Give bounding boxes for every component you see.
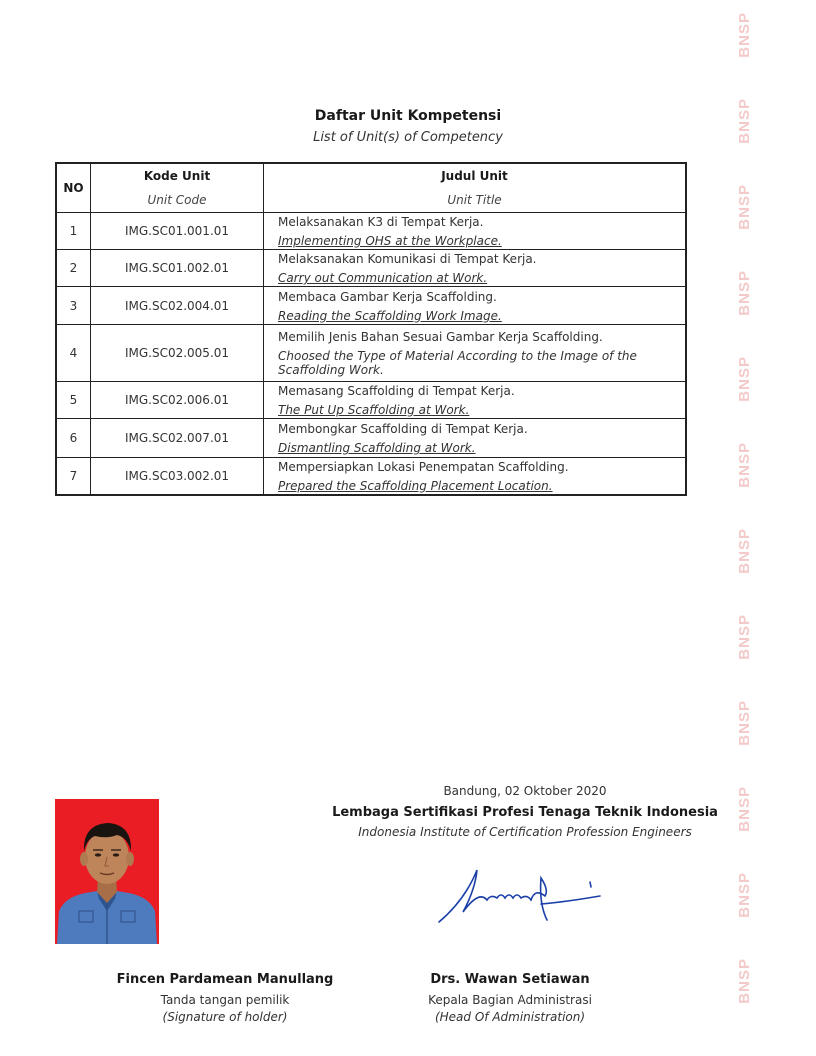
unit-code: IMG.SC01.002.01 [91, 250, 264, 287]
unit-title-id: Melaksanakan K3 di Tempat Kerja. [278, 215, 484, 229]
unit-title-id: Melaksanakan Komunikasi di Tempat Kerja. [278, 252, 537, 266]
bnsp-watermark: BNSP [736, 614, 753, 660]
column-subheader-title [264, 188, 687, 213]
unit-title [264, 382, 687, 419]
unit-title-id: Mempersiapkan Lokasi Penempatan Scaffolding. [278, 459, 569, 474]
unit-title [264, 419, 687, 458]
table-row [56, 213, 686, 250]
unit-title-en: The Put Up Scaffolding at Work. [278, 403, 470, 417]
unit-no: 3 [56, 287, 91, 325]
signer-role-en: (Head Of Administration) [434, 1010, 586, 1024]
unit-title [264, 213, 687, 250]
signer-signature [435, 860, 615, 930]
unit-no: 7 [56, 458, 91, 495]
bnsp-watermark: BNSP [736, 528, 753, 574]
bnsp-watermark: BNSP [736, 356, 753, 402]
unit-title-en: Carry out Communication at Work. [278, 271, 488, 285]
column-header-title-label: Judul Unit [441, 169, 508, 183]
competency-units-table [55, 162, 687, 496]
column-header-title-en: Unit Title [447, 193, 502, 207]
table-row [56, 458, 686, 495]
unit-code: IMG.SC01.001.01 [91, 213, 264, 250]
unit-title-id: Memilih Jenis Bahan Sesuai Gambar Kerja Scaffolding. [278, 330, 603, 344]
column-header-title [264, 163, 687, 188]
table-row [56, 250, 686, 287]
unit-title-en: Dismantling Scaffolding at Work. [278, 441, 476, 455]
unit-no: 5 [56, 382, 91, 419]
holder-signature-label-en: (Signature of holder) [162, 1010, 288, 1024]
unit-title-en: Prepared the Scaffolding Placement Location. [278, 478, 553, 493]
unit-no: 1 [56, 213, 91, 250]
document-subtitle: List of Unit(s) of Competency [313, 130, 503, 145]
unit-title-id: Membongkar Scaffolding di Tempat Kerja. [278, 422, 528, 436]
unit-code: IMG.SC02.004.01 [91, 287, 264, 325]
holder-name: Fincen Pardamean Manullang [116, 972, 334, 987]
column-header-code [91, 163, 264, 188]
signature-scribble [435, 860, 615, 930]
unit-title-en: Implementing OHS at the Workplace. [278, 234, 502, 248]
table-subheader-row [56, 188, 686, 213]
column-header-code-en: Unit Code [147, 193, 207, 207]
bnsp-watermark: BNSP [736, 12, 753, 58]
unit-code: IMG.SC02.006.01 [91, 382, 264, 419]
place-date: Bandung, 02 Oktober 2020 [443, 784, 607, 798]
column-header-code-label: Kode Unit [143, 169, 211, 183]
unit-no: 2 [56, 250, 91, 287]
unit-title-id: Membaca Gambar Kerja Scaffolding. [278, 289, 497, 304]
table-row [56, 325, 686, 382]
unit-code: IMG.SC02.007.01 [91, 419, 264, 458]
unit-no: 6 [56, 419, 91, 458]
bnsp-watermark: BNSP [736, 184, 753, 230]
table-row [56, 419, 686, 458]
holder-portrait [55, 799, 159, 944]
bnsp-watermark: BNSP [736, 270, 753, 316]
holder-photo [55, 799, 159, 944]
issuer-org-name: Lembaga Sertifikasi Profesi Tenaga Teknik Indonesia [332, 805, 718, 820]
document-title: Daftar Unit Kompetensi [314, 108, 502, 124]
bnsp-watermark-column [736, 0, 766, 1056]
signer-role: Kepala Bagian Administrasi [428, 993, 592, 1007]
unit-title-en: Reading the Scaffolding Work Image. [278, 308, 502, 323]
bnsp-watermark: BNSP [736, 700, 753, 746]
signer-name: Drs. Wawan Setiawan [430, 972, 590, 987]
bnsp-watermark: BNSP [736, 442, 753, 488]
table-header-row [56, 163, 686, 188]
bnsp-watermark: BNSP [736, 872, 753, 918]
bnsp-watermark: BNSP [736, 98, 753, 144]
column-subheader-code [91, 188, 264, 213]
bnsp-watermark: BNSP [736, 786, 753, 832]
table-row [56, 287, 686, 325]
unit-title [264, 287, 687, 325]
unit-no: 4 [56, 325, 91, 382]
unit-title [264, 458, 687, 495]
unit-title-en: Choosed the Type of Material According to the Image of the Scaffolding Work. [278, 349, 637, 377]
holder-signature-label: Tanda tangan pemilik [160, 993, 290, 1007]
unit-title [264, 250, 687, 287]
unit-code: IMG.SC02.005.01 [91, 325, 264, 382]
column-header-no: NO [56, 163, 91, 213]
unit-title [264, 325, 687, 382]
unit-title-id: Memasang Scaffolding di Tempat Kerja. [278, 384, 515, 398]
issuer-org-name-en: Indonesia Institute of Certification Profession Engineers [358, 825, 692, 839]
table-row [56, 382, 686, 419]
unit-code: IMG.SC03.002.01 [91, 458, 264, 495]
bnsp-watermark: BNSP [736, 958, 753, 1004]
